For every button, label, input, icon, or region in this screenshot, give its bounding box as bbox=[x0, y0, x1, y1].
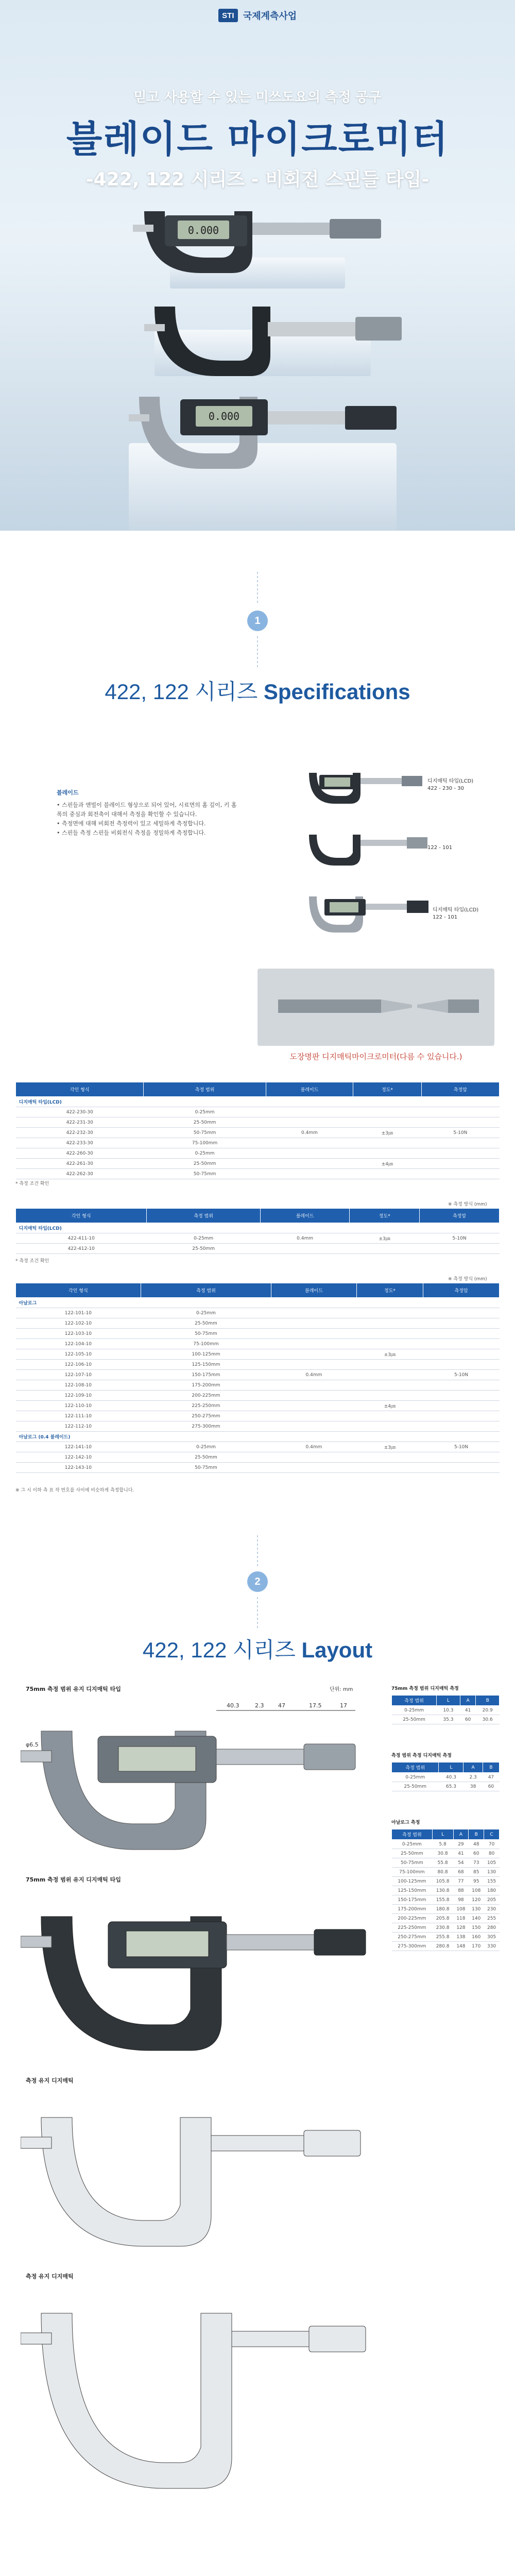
table-row: 422-232-30 50-75mm 0.4mm ±3㎛ 5-10N bbox=[16, 1128, 500, 1138]
blade-closeup-photo bbox=[258, 969, 494, 1046]
table-row: 0-25mm 10.3 41 20.9 bbox=[392, 1706, 500, 1715]
svg-text:0.000: 0.000 bbox=[208, 410, 240, 422]
spec-line: • 측정면에 대해 비회전 측정력이 있고 세밀하게 측정합니다. bbox=[57, 820, 206, 827]
drawing-caption: 75mm 측정 범위 유지 디지매틱 타입 bbox=[26, 1876, 121, 1883]
table-row: 122-142-10 25-50mm bbox=[16, 1452, 500, 1463]
spec-label-b: 122 - 101 bbox=[427, 845, 453, 851]
section-connector bbox=[257, 572, 258, 603]
svg-text:17: 17 bbox=[340, 1702, 347, 1709]
table-row: 122-141-10 0-25mm 0.4mm ±3㎛ 5-10N bbox=[16, 1442, 500, 1452]
table-row: 122-143-10 50-75mm bbox=[16, 1463, 500, 1473]
table-row: 122-110-10 225-250mm ±4㎛ bbox=[16, 1401, 500, 1411]
table-row: 422-233-30 75-100mm bbox=[16, 1138, 500, 1148]
table-row: 422-411-10 0-25mm 0.4mm ±3㎛ 5-10N bbox=[16, 1233, 500, 1244]
svg-text:17.5: 17.5 bbox=[309, 1702, 322, 1709]
micrometer-image-1 bbox=[129, 196, 386, 283]
drawing-caption: 75mm 측정 범위 유지 디지매틱 타입 bbox=[26, 1686, 121, 1692]
hero-banner bbox=[0, 0, 515, 531]
table-row: 122-107-10 150-175mm 0.4mm 5-10N bbox=[16, 1370, 500, 1380]
table-row: 125-150mm 130.8 88 108 180 bbox=[392, 1886, 500, 1895]
table-unit: ※ 측정 방식 (mm) bbox=[448, 1202, 487, 1207]
table-row: 100-125mm 105.8 77 95 155 bbox=[392, 1877, 500, 1886]
table-row: 250-275mm 255.8 138 160 305 bbox=[392, 1933, 500, 1942]
table-row: 122-105-10 100-125mm ±3㎛ bbox=[16, 1349, 500, 1360]
table-row: 422-262-30 50-75mm bbox=[16, 1169, 500, 1179]
table-row: 422-261-30 25-50mm ±4㎛ bbox=[16, 1159, 500, 1169]
layout-drawing-2 bbox=[21, 1886, 371, 2061]
spec-description bbox=[57, 788, 273, 838]
drawing-caption: 측정 유지 디지매틱 bbox=[26, 2273, 74, 2280]
table-row: 275-300mm 280.8 148 170 330 bbox=[392, 1942, 500, 1951]
svg-text:40.3: 40.3 bbox=[227, 1702, 239, 1709]
svg-text:φ6.5: φ6.5 bbox=[26, 1741, 39, 1748]
spec-photo-caption: 도장명판 디지매틱마이크로미터(다름 수 있습니다.) bbox=[289, 1052, 462, 1061]
table-row: 25-50mm 35.3 60 30.6 bbox=[392, 1715, 500, 1724]
table-row: 225-250mm 230.8 128 150 280 bbox=[392, 1923, 500, 1933]
layout-table-a: 측정 범위 L A B 0-25mm 10.3 41 20.9 25-50mm 35.3 60 30.6 bbox=[391, 1695, 500, 1724]
micrometer-image-3 bbox=[124, 376, 402, 479]
spec-table-digimatic-2: 각인 형식 측정 범위 블레이드 정도* 측정압 디지매틱 타입(LCD) 422-411-10 0-25mm 0.4mm ±3㎛ 5-10N 422-412-10 25-50mm bbox=[15, 1208, 500, 1254]
table-row: 122-103-10 50-75mm bbox=[16, 1329, 500, 1339]
table-row: 122-101-10 0-25mm bbox=[16, 1308, 500, 1318]
spec-table-digimatic: 각인 형식 측정 범위 블레이드 정도* 측정압 디지매틱 타입(LCD) 422-230-30 0-25mm 422-231-30 25-50mm 422-232-30 50-75mm 0.4mm ±3㎛ 5-10N 422-233-30 75-100mm 422-260-30 0-25mm 422-261-30 25-50mm ±4㎛ 422-262-30 50-75mm bbox=[15, 1082, 500, 1179]
table-row: 122-104-10 75-100mm bbox=[16, 1339, 500, 1349]
micrometer-image-2 bbox=[139, 286, 407, 384]
spec-label-a: 디지매틱 타입(LCD) 422 - 230 - 30 bbox=[427, 778, 474, 791]
section-connector bbox=[257, 636, 258, 667]
table-row: 122-112-10 275-300mm bbox=[16, 1421, 500, 1432]
table-note: ※ 그 시 이하 측 표 작 번호를 사이에 비슷하게 측정합니다. bbox=[15, 1488, 134, 1493]
table-row: 122-111-10 250-275mm bbox=[16, 1411, 500, 1421]
table-note: * 측정 조건 확인 bbox=[15, 1259, 49, 1264]
brand-bar bbox=[0, 0, 515, 31]
table-unit: ※ 측정 방식 (mm) bbox=[448, 1277, 487, 1282]
svg-text:0.000: 0.000 bbox=[187, 224, 219, 236]
table-row: 0-25mm 5.8 29 48 70 bbox=[392, 1840, 500, 1849]
layout-table-caption: 측정 범위 측정 디지매틱 측정 bbox=[391, 1753, 452, 1758]
layout-table-c: 측정 범위 L A B C 0-25mm 5.8 29 48 70 25-50mm 30.8 41 60 80 50-75mm 55.8 54 73 105 75-100mm 80.8 68 85 130 100-125mm 105.8 77 95 155 125-150mm 130.8 88 108 180 150-175mm 155.8 98 120 205 175-200mm 180.8 108 130 230 200-225mm 205.8 118 140 255 225-250mm 230.8 128 150 280 250-275mm 255.8 138 160 305 275-300mm 280.8 148 170 330 bbox=[391, 1829, 500, 1951]
table-row: 422-260-30 0-25mm bbox=[16, 1148, 500, 1159]
layout-drawing-3 bbox=[21, 2087, 371, 2257]
spec-line: • 스핀들 측정 스핀들 비회전식 측정을 정밀하게 측정합니다. bbox=[57, 829, 206, 836]
section-number-1: 1 bbox=[247, 611, 268, 631]
drawing-unit: 단위: mm bbox=[330, 1687, 353, 1692]
layout-drawing-4 bbox=[21, 2282, 371, 2499]
table-row: 422-231-30 25-50mm bbox=[16, 1117, 500, 1128]
table-row: 200-225mm 205.8 118 140 255 bbox=[392, 1914, 500, 1923]
layout-drawing-1 bbox=[21, 1695, 371, 1860]
hero-subtitle: 믿고 사용할 수 있는 미쓰도요의 측정 공구 bbox=[133, 90, 382, 105]
section-connector bbox=[257, 1535, 258, 1566]
drawing-caption: 측정 유지 디지매틱 bbox=[26, 2077, 74, 2084]
svg-text:47: 47 bbox=[278, 1702, 285, 1709]
hero-title: 블레이드 마이크로미터 bbox=[66, 117, 449, 161]
spec-line: • 스핀들과 앤빌이 블레이드 형상으로 되어 있어, 시료면의 홈 깊이, 키 홈 bbox=[57, 802, 237, 808]
spec-description-title: 블레이드 bbox=[57, 789, 79, 796]
table-row: 175-200mm 180.8 108 130 230 bbox=[392, 1905, 500, 1914]
layout-table-b: 측정 범위 L A B 0-25mm 40.3 2.3 47 25-50mm 65.3 38 60 bbox=[391, 1762, 500, 1791]
section-title-specifications: 422, 122 시리즈 Specifications bbox=[105, 680, 410, 704]
table-row: 122-102-10 25-50mm bbox=[16, 1318, 500, 1329]
table-row: 122-106-10 125-150mm bbox=[16, 1360, 500, 1370]
table-row: 122-108-10 175-200mm bbox=[16, 1380, 500, 1391]
table-row: 122-109-10 200-225mm bbox=[16, 1391, 500, 1401]
layout-table-caption: 75mm 측정 범위 디지매틱 측정 bbox=[391, 1686, 459, 1691]
layout-table-caption: 아날로그 측정 bbox=[391, 1820, 420, 1825]
brand-name: 국제계측사업 bbox=[243, 11, 297, 22]
section-connector bbox=[257, 1597, 258, 1628]
table-row: 75-100mm 80.8 68 85 130 bbox=[392, 1868, 500, 1877]
spec-table-analog: 각인 형식 측정 범위 블레이드 정도* 측정압 아날로그 122-101-10 0-25mm 122-102-10 25-50mm 122-103-10 50-75mm 122-104-10 75-100mm 122-105-10 100-125mm ±3㎛ 122-106-10 125-150mm 122-107-10 150-175mm 0.4mm 5-10N 122-108-10 175-200mm 122-109-10 200-225mm 122-110-10 225-250mm ±4㎛ 122-111-10 250-275mm 122-112-10 275-300mm 아날로그 (0.4 블레이드) 122-141-10 0-25mm 0.4mm ±3㎛ 5-10N 122-142-10 25-50mm 122-143-10 50-75mm bbox=[15, 1283, 500, 1473]
spec-line: 폭의 중심과 회전축이 대해서 측정을 확인할 수 있습니다. bbox=[57, 811, 197, 818]
table-row: 422-412-10 25-50mm bbox=[16, 1244, 500, 1254]
hero-series: -422, 122 시리즈 - 비회전 스핀들 타입- bbox=[85, 169, 430, 190]
table-note: * 측정 조건 확인 bbox=[15, 1181, 49, 1187]
brand-logo: STI bbox=[218, 9, 238, 22]
table-row: 0-25mm 40.3 2.3 47 bbox=[392, 1773, 500, 1782]
table-row: 25-50mm 65.3 38 60 bbox=[392, 1782, 500, 1791]
table-row: 422-230-30 0-25mm bbox=[16, 1107, 500, 1117]
section-title-layout: 422, 122 시리즈 Layout bbox=[142, 1638, 373, 1662]
table-row: 25-50mm 30.8 41 60 80 bbox=[392, 1849, 500, 1858]
table-row: 50-75mm 55.8 54 73 105 bbox=[392, 1858, 500, 1868]
table-row: 150-175mm 155.8 98 120 205 bbox=[392, 1895, 500, 1905]
svg-text:2.3: 2.3 bbox=[255, 1702, 264, 1709]
spec-label-c: 디지매틱 타입(LCD) 122 - 101 bbox=[433, 907, 479, 920]
section-number-2: 2 bbox=[247, 1571, 268, 1592]
